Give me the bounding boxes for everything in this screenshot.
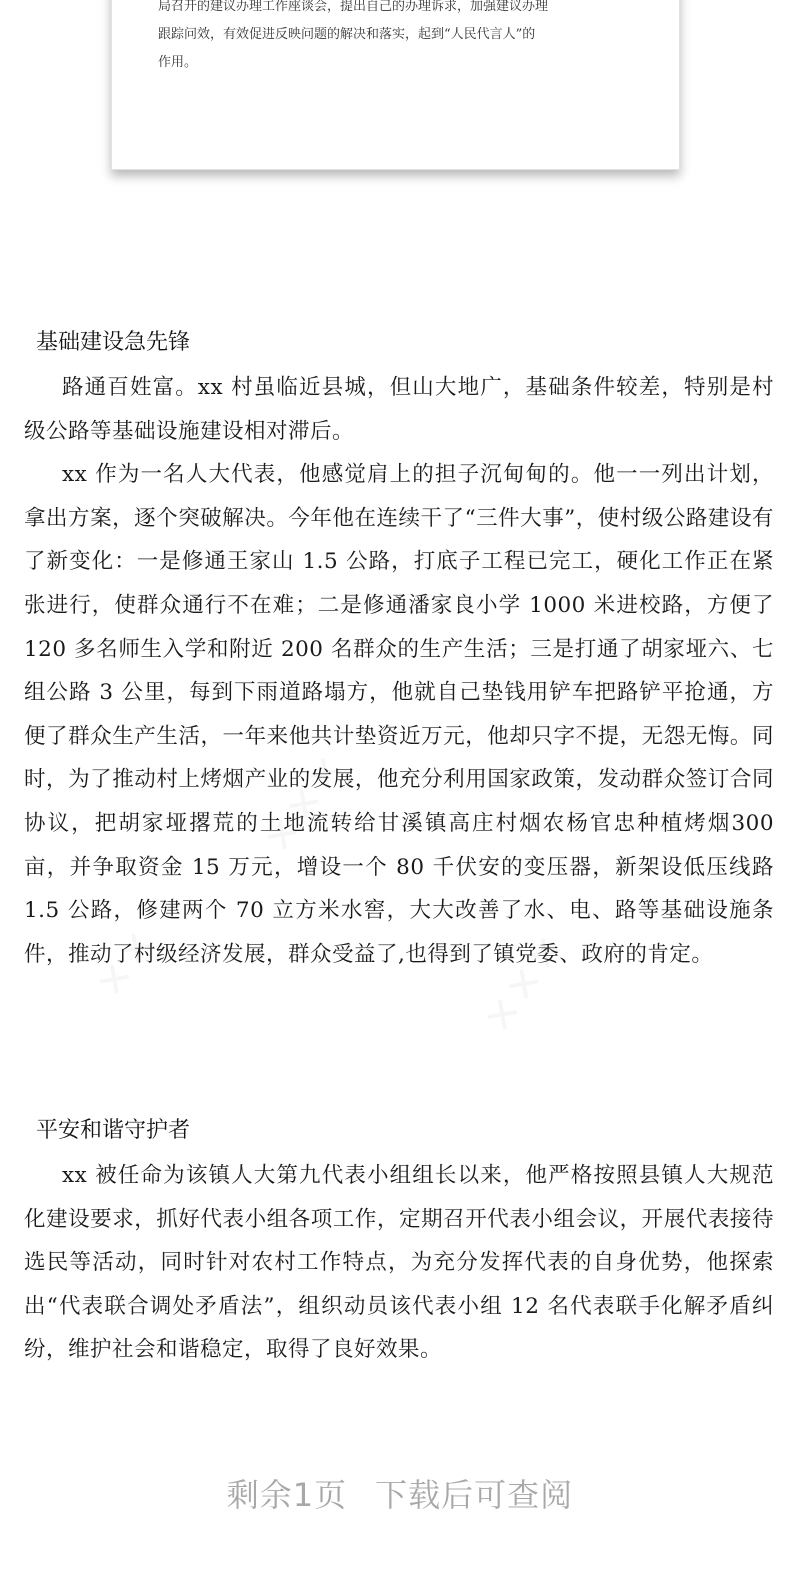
paragraph: xx 作为一名人大代表，他感觉肩上的担子沉甸甸的。他一一列出计划，拿出方案，逐个突破解决。今年他在连续干了“三件大事”，使村级公路建设有了新变化：一是修通王家山 1.5 公路，打底子工程已完工，硬化工作正在紧张进行，使群众通行不在难；二是修通潘家良小学 1000 米进校路，方便了 120 多名师生入学和附近 200 名群众的生产生活；三是打通了胡家垭六、七组公路 3 公里，每到下雨道路塌方，他就自己垫钱用铲车把路铲平抢通，方便了群众生产生活，一年来他共计垫资近万元，他却只字不提，无怨无悔。同时，为了推动村上烤烟产业的发展，他充分利用国家政策，发动群众签订合同协议，把胡家垭撂荒的土地流转给甘溪镇高庄村烟农杨官忠种植烤烟300 亩，并争取资金 15 万元，增设一个 80 千伏安的变压器，新架设低压线路 1.5 公路，修建两个 70 立方米水窖，大大改善了水、电、路等基础设施条件，推动了村级经济发展，群众受益了,也得到了镇党委、政府的肯定。	[24, 462, 774, 967]
section-body-harmony	[24, 1154, 774, 1372]
card-line: 跟踪问效，有效促进反映问题的解决和落实，起到“人民代言人”的	[158, 27, 536, 42]
card-line: 作用。	[158, 55, 198, 70]
preview-card-text	[158, 0, 648, 77]
section-heading-harmony: 平安和谐守护者	[36, 1118, 191, 1143]
card-line: 局召开的建议办理工作座谈会，提出自己的办理诉求，加强建议办理	[158, 0, 549, 14]
remaining-pages-label: 剩余1页	[226, 1476, 348, 1514]
remaining-pages-notice[interactable]	[0, 1470, 800, 1516]
paragraph: xx 被任命为该镇人大第九代表小组组长以来，他严格按照县镇人大规范化建设要求，抓好代表小组各项工作，定期召开代表小组会议，开展代表接待选民等活动，同时针对农村工作特点，为充分发挥代表的自身优势，他探索出“代表联合调处矛盾法”，组织动员该代表小组 12 名代表联手化解矛盾纠纷，维护社会和谐稳定，取得了良好效果。	[24, 1163, 774, 1363]
section-heading-infrastructure: 基础建设急先锋	[36, 330, 191, 355]
paragraph: 路通百姓富。xx 村虽临近县城，但山大地广，基础条件较差，特别是村级公路等基础设施建设相对滞后。	[24, 375, 774, 444]
download-hint-label: 下载后可查阅	[375, 1476, 574, 1514]
section-body-infrastructure	[24, 366, 774, 976]
preview-page-card	[111, 0, 680, 170]
